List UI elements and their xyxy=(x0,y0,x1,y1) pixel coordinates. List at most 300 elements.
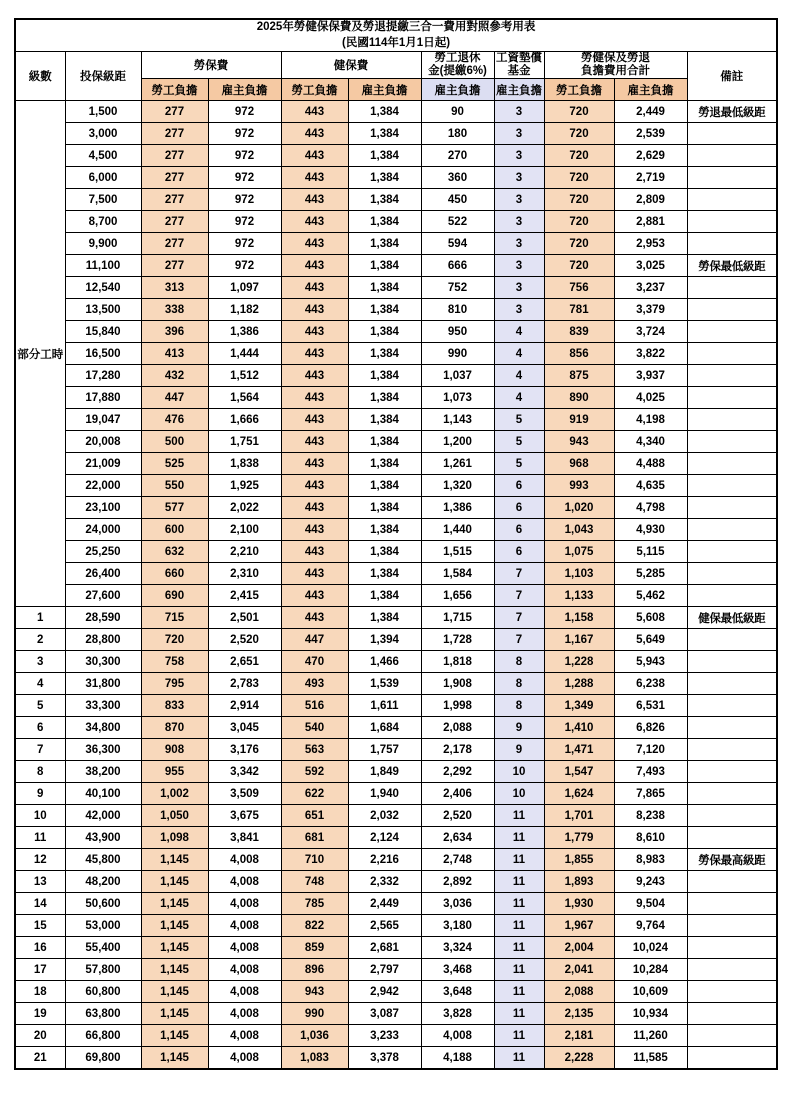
table-row xyxy=(15,277,777,299)
wage-arrears-fund: 11 xyxy=(494,1047,544,1069)
labor-insurance-employer: 972 xyxy=(208,101,281,123)
wage-bracket-value: 38,200 xyxy=(65,761,141,783)
table-row xyxy=(15,321,777,343)
wage-arrears-fund: 3 xyxy=(494,299,544,321)
labor-insurance-employee: 277 xyxy=(141,167,208,189)
table-row xyxy=(15,1003,777,1025)
total-employer: 4,025 xyxy=(614,387,687,409)
labor-insurance-employee: 277 xyxy=(141,233,208,255)
grade-number: 3 xyxy=(15,651,65,673)
table-row xyxy=(15,915,777,937)
wage-arrears-fund: 4 xyxy=(494,387,544,409)
title-line2: (民國114年1月1日起) xyxy=(342,36,451,49)
health-insurance-employer: 1,384 xyxy=(348,255,421,277)
total-employer: 3,724 xyxy=(614,321,687,343)
table-row xyxy=(15,409,777,431)
total-employee: 1,167 xyxy=(544,629,614,651)
remark-note xyxy=(687,893,777,915)
labor-insurance-employer: 2,520 xyxy=(208,629,281,651)
labor-pension-employer: 2,748 xyxy=(421,849,494,871)
table-row xyxy=(15,167,777,189)
total-employer: 6,238 xyxy=(614,673,687,695)
health-insurance-employer: 3,378 xyxy=(348,1047,421,1069)
total-employer: 8,610 xyxy=(614,827,687,849)
health-insurance-employee: 516 xyxy=(281,695,348,717)
remark-note xyxy=(687,321,777,343)
wage-bracket-value: 20,008 xyxy=(65,431,141,453)
grade-number: 6 xyxy=(15,717,65,739)
table-row xyxy=(15,629,777,651)
remark-note xyxy=(687,981,777,1003)
insurance-fee-table xyxy=(14,18,778,1070)
labor-insurance-employee: 600 xyxy=(141,519,208,541)
labor-insurance-employer: 4,008 xyxy=(208,915,281,937)
remark-note xyxy=(687,629,777,651)
total-employee: 1,133 xyxy=(544,585,614,607)
labor-insurance-employee: 277 xyxy=(141,255,208,277)
health-insurance-employer: 1,466 xyxy=(348,651,421,673)
total-employer: 9,243 xyxy=(614,871,687,893)
labor-pension-employer: 1,818 xyxy=(421,651,494,673)
wage-bracket-value: 8,700 xyxy=(65,211,141,233)
header-labor-pension xyxy=(421,52,494,79)
remark-note xyxy=(687,387,777,409)
labor-insurance-employer: 2,210 xyxy=(208,541,281,563)
health-insurance-employer: 2,797 xyxy=(348,959,421,981)
health-insurance-employer: 1,684 xyxy=(348,717,421,739)
health-insurance-employee: 443 xyxy=(281,321,348,343)
health-insurance-employer: 1,384 xyxy=(348,277,421,299)
labor-insurance-employer: 972 xyxy=(208,167,281,189)
remark-note: 健保最低級距 xyxy=(687,607,777,629)
health-insurance-employer: 2,216 xyxy=(348,849,421,871)
health-insurance-employee: 622 xyxy=(281,783,348,805)
total-employer: 3,379 xyxy=(614,299,687,321)
header-combined xyxy=(544,52,687,79)
wage-bracket-value: 63,800 xyxy=(65,1003,141,1025)
labor-insurance-employee: 550 xyxy=(141,475,208,497)
table-row xyxy=(15,299,777,321)
health-insurance-employee: 443 xyxy=(281,123,348,145)
remark-note xyxy=(687,431,777,453)
total-employer: 5,608 xyxy=(614,607,687,629)
total-employee: 2,228 xyxy=(544,1047,614,1069)
health-insurance-employer: 1,539 xyxy=(348,673,421,695)
health-insurance-employee: 443 xyxy=(281,519,348,541)
labor-insurance-employee: 715 xyxy=(141,607,208,629)
wage-arrears-fund: 11 xyxy=(494,827,544,849)
wage-arrears-fund: 8 xyxy=(494,673,544,695)
labor-pension-employer: 2,892 xyxy=(421,871,494,893)
wage-arrears-fund: 9 xyxy=(494,717,544,739)
labor-pension-employer: 1,261 xyxy=(421,453,494,475)
labor-insurance-employee: 1,145 xyxy=(141,1003,208,1025)
labor-insurance-employer: 3,342 xyxy=(208,761,281,783)
health-insurance-employer: 1,384 xyxy=(348,123,421,145)
total-employer: 2,719 xyxy=(614,167,687,189)
wage-arrears-fund: 8 xyxy=(494,695,544,717)
wage-arrears-fund: 5 xyxy=(494,453,544,475)
table-row xyxy=(15,893,777,915)
labor-insurance-employer: 4,008 xyxy=(208,1003,281,1025)
wage-bracket-value: 17,880 xyxy=(65,387,141,409)
health-insurance-employee: 443 xyxy=(281,475,348,497)
health-insurance-employee: 443 xyxy=(281,431,348,453)
table-row xyxy=(15,761,777,783)
wage-bracket-value: 12,540 xyxy=(65,277,141,299)
labor-insurance-employer: 2,310 xyxy=(208,563,281,585)
table-row xyxy=(15,827,777,849)
total-employee: 1,471 xyxy=(544,739,614,761)
wage-arrears-fund: 3 xyxy=(494,101,544,123)
table-row xyxy=(15,255,777,277)
health-insurance-employer: 2,565 xyxy=(348,915,421,937)
table-row xyxy=(15,563,777,585)
labor-pension-employer: 270 xyxy=(421,145,494,167)
subheader-pension-employer: 雇主負擔 xyxy=(421,79,494,101)
labor-insurance-employer: 972 xyxy=(208,145,281,167)
health-insurance-employee: 443 xyxy=(281,277,348,299)
table-row xyxy=(15,607,777,629)
subheader-hi-employer: 雇主負擔 xyxy=(348,79,421,101)
labor-insurance-employer: 1,564 xyxy=(208,387,281,409)
header-labor-insurance: 勞保費 xyxy=(141,52,281,79)
total-employer: 6,531 xyxy=(614,695,687,717)
table-row xyxy=(15,981,777,1003)
labor-insurance-employer: 2,022 xyxy=(208,497,281,519)
labor-insurance-employer: 3,675 xyxy=(208,805,281,827)
total-employer: 7,865 xyxy=(614,783,687,805)
health-insurance-employee: 443 xyxy=(281,211,348,233)
health-insurance-employee: 443 xyxy=(281,541,348,563)
total-employer: 3,937 xyxy=(614,365,687,387)
labor-insurance-employer: 4,008 xyxy=(208,893,281,915)
health-insurance-employee: 822 xyxy=(281,915,348,937)
labor-insurance-employee: 632 xyxy=(141,541,208,563)
wage-bracket-value: 22,000 xyxy=(65,475,141,497)
total-employee: 1,349 xyxy=(544,695,614,717)
health-insurance-employee: 443 xyxy=(281,189,348,211)
labor-pension-employer: 1,200 xyxy=(421,431,494,453)
labor-insurance-employee: 277 xyxy=(141,189,208,211)
labor-pension-employer: 2,178 xyxy=(421,739,494,761)
total-employee: 1,075 xyxy=(544,541,614,563)
wage-bracket-value: 28,590 xyxy=(65,607,141,629)
remark-note xyxy=(687,585,777,607)
table-row xyxy=(15,695,777,717)
total-employer: 5,462 xyxy=(614,585,687,607)
grade-number: 10 xyxy=(15,805,65,827)
grade-number: 8 xyxy=(15,761,65,783)
subheader-hi-employee: 勞工負擔 xyxy=(281,79,348,101)
total-employee: 1,043 xyxy=(544,519,614,541)
remark-note xyxy=(687,805,777,827)
header-wage-arrears-line2: 基金 xyxy=(507,65,531,78)
remark-note xyxy=(687,761,777,783)
labor-insurance-employee: 313 xyxy=(141,277,208,299)
wage-bracket-value: 24,000 xyxy=(65,519,141,541)
total-employer: 10,609 xyxy=(614,981,687,1003)
health-insurance-employee: 443 xyxy=(281,607,348,629)
health-insurance-employer: 1,611 xyxy=(348,695,421,717)
wage-bracket-value: 43,900 xyxy=(65,827,141,849)
remark-note xyxy=(687,563,777,585)
labor-insurance-employer: 1,666 xyxy=(208,409,281,431)
remark-note xyxy=(687,695,777,717)
table-row xyxy=(15,387,777,409)
wage-arrears-fund: 10 xyxy=(494,761,544,783)
table-row xyxy=(15,123,777,145)
labor-pension-employer: 1,584 xyxy=(421,563,494,585)
remark-note xyxy=(687,739,777,761)
total-employer: 2,881 xyxy=(614,211,687,233)
table-row xyxy=(15,497,777,519)
labor-insurance-employee: 396 xyxy=(141,321,208,343)
grade-number: 17 xyxy=(15,959,65,981)
health-insurance-employer: 1,384 xyxy=(348,233,421,255)
labor-insurance-employer: 972 xyxy=(208,233,281,255)
wage-bracket-value: 30,300 xyxy=(65,651,141,673)
health-insurance-employee: 443 xyxy=(281,255,348,277)
labor-insurance-employee: 955 xyxy=(141,761,208,783)
health-insurance-employee: 443 xyxy=(281,453,348,475)
labor-pension-employer: 180 xyxy=(421,123,494,145)
labor-insurance-employee: 277 xyxy=(141,123,208,145)
grade-number: 9 xyxy=(15,783,65,805)
total-employer: 6,826 xyxy=(614,717,687,739)
labor-pension-employer: 1,320 xyxy=(421,475,494,497)
grade-number: 13 xyxy=(15,871,65,893)
total-employer: 7,120 xyxy=(614,739,687,761)
table-row xyxy=(15,849,777,871)
total-employer: 2,953 xyxy=(614,233,687,255)
wage-arrears-fund: 3 xyxy=(494,123,544,145)
total-employer: 8,238 xyxy=(614,805,687,827)
health-insurance-employee: 443 xyxy=(281,233,348,255)
labor-insurance-employee: 413 xyxy=(141,343,208,365)
labor-insurance-employer: 4,008 xyxy=(208,1025,281,1047)
table-row xyxy=(15,959,777,981)
labor-insurance-employer: 3,045 xyxy=(208,717,281,739)
wage-arrears-fund: 7 xyxy=(494,629,544,651)
grade-number: 19 xyxy=(15,1003,65,1025)
labor-insurance-employee: 1,145 xyxy=(141,1047,208,1069)
wage-bracket-value: 31,800 xyxy=(65,673,141,695)
health-insurance-employee: 443 xyxy=(281,365,348,387)
total-employee: 720 xyxy=(544,123,614,145)
health-insurance-employer: 1,384 xyxy=(348,101,421,123)
labor-pension-employer: 1,715 xyxy=(421,607,494,629)
health-insurance-employer: 2,032 xyxy=(348,805,421,827)
remark-note xyxy=(687,211,777,233)
health-insurance-employer: 1,384 xyxy=(348,563,421,585)
table-row xyxy=(15,519,777,541)
header-labor-pension-line2: 金(提繳6%) xyxy=(428,65,487,78)
labor-pension-employer: 752 xyxy=(421,277,494,299)
labor-insurance-employer: 4,008 xyxy=(208,849,281,871)
wage-arrears-fund: 7 xyxy=(494,585,544,607)
health-insurance-employer: 1,384 xyxy=(348,475,421,497)
wage-arrears-fund: 11 xyxy=(494,915,544,937)
wage-bracket-value: 69,800 xyxy=(65,1047,141,1069)
subheader-li-employee: 勞工負擔 xyxy=(141,79,208,101)
total-employee: 720 xyxy=(544,211,614,233)
health-insurance-employer: 2,942 xyxy=(348,981,421,1003)
wage-arrears-fund: 3 xyxy=(494,145,544,167)
labor-insurance-employer: 972 xyxy=(208,123,281,145)
wage-bracket-value: 11,100 xyxy=(65,255,141,277)
total-employee: 720 xyxy=(544,167,614,189)
table-row xyxy=(15,937,777,959)
total-employee: 1,158 xyxy=(544,607,614,629)
labor-pension-employer: 360 xyxy=(421,167,494,189)
remark-note xyxy=(687,189,777,211)
table-row xyxy=(15,431,777,453)
labor-pension-employer: 950 xyxy=(421,321,494,343)
health-insurance-employee: 493 xyxy=(281,673,348,695)
wage-bracket-value: 6,000 xyxy=(65,167,141,189)
labor-insurance-employee: 1,145 xyxy=(141,893,208,915)
total-employee: 1,624 xyxy=(544,783,614,805)
wage-arrears-fund: 3 xyxy=(494,189,544,211)
total-employer: 5,285 xyxy=(614,563,687,585)
grade-number: 11 xyxy=(15,827,65,849)
total-employee: 720 xyxy=(544,233,614,255)
remark-note xyxy=(687,453,777,475)
wage-bracket-value: 7,500 xyxy=(65,189,141,211)
total-employee: 890 xyxy=(544,387,614,409)
remark-note: 勞保最低級距 xyxy=(687,255,777,277)
labor-pension-employer: 3,828 xyxy=(421,1003,494,1025)
labor-pension-employer: 2,088 xyxy=(421,717,494,739)
subheader-total-employer: 雇主負擔 xyxy=(614,79,687,101)
labor-insurance-employer: 4,008 xyxy=(208,981,281,1003)
table-row xyxy=(15,739,777,761)
total-employer: 5,115 xyxy=(614,541,687,563)
labor-insurance-employer: 2,100 xyxy=(208,519,281,541)
labor-insurance-employer: 4,008 xyxy=(208,937,281,959)
health-insurance-employer: 1,849 xyxy=(348,761,421,783)
health-insurance-employer: 2,124 xyxy=(348,827,421,849)
remark-note xyxy=(687,783,777,805)
wage-bracket-value: 23,100 xyxy=(65,497,141,519)
subheader-fund-employer: 雇主負擔 xyxy=(494,79,544,101)
labor-insurance-employee: 277 xyxy=(141,211,208,233)
total-employee: 1,547 xyxy=(544,761,614,783)
labor-insurance-employer: 2,914 xyxy=(208,695,281,717)
labor-pension-employer: 1,656 xyxy=(421,585,494,607)
wage-arrears-fund: 11 xyxy=(494,1025,544,1047)
total-employee: 1,701 xyxy=(544,805,614,827)
total-employee: 919 xyxy=(544,409,614,431)
labor-insurance-employer: 972 xyxy=(208,189,281,211)
remark-note xyxy=(687,277,777,299)
total-employee: 720 xyxy=(544,145,614,167)
wage-bracket-value: 3,000 xyxy=(65,123,141,145)
health-insurance-employee: 592 xyxy=(281,761,348,783)
labor-pension-employer: 1,515 xyxy=(421,541,494,563)
labor-pension-employer: 666 xyxy=(421,255,494,277)
wage-bracket-value: 50,600 xyxy=(65,893,141,915)
wage-arrears-fund: 6 xyxy=(494,541,544,563)
wage-bracket-value: 66,800 xyxy=(65,1025,141,1047)
grade-number: 15 xyxy=(15,915,65,937)
remark-note xyxy=(687,299,777,321)
wage-bracket-value: 1,500 xyxy=(65,101,141,123)
wage-arrears-fund: 3 xyxy=(494,233,544,255)
header-wage-bracket: 投保級距 xyxy=(65,52,141,101)
labor-insurance-employee: 1,145 xyxy=(141,937,208,959)
labor-pension-employer: 522 xyxy=(421,211,494,233)
health-insurance-employer: 1,384 xyxy=(348,585,421,607)
remark-note xyxy=(687,915,777,937)
labor-pension-employer: 1,440 xyxy=(421,519,494,541)
total-employer: 10,024 xyxy=(614,937,687,959)
total-employee: 993 xyxy=(544,475,614,497)
labor-insurance-employee: 908 xyxy=(141,739,208,761)
total-employer: 3,822 xyxy=(614,343,687,365)
total-employee: 1,288 xyxy=(544,673,614,695)
remark-note xyxy=(687,1025,777,1047)
labor-insurance-employer: 1,444 xyxy=(208,343,281,365)
header-combined-line2: 負擔費用合計 xyxy=(581,65,650,78)
total-employer: 4,340 xyxy=(614,431,687,453)
health-insurance-employer: 1,384 xyxy=(348,519,421,541)
labor-insurance-employee: 1,002 xyxy=(141,783,208,805)
wage-arrears-fund: 11 xyxy=(494,849,544,871)
health-insurance-employer: 2,332 xyxy=(348,871,421,893)
health-insurance-employer: 1,384 xyxy=(348,145,421,167)
labor-insurance-employee: 1,145 xyxy=(141,1025,208,1047)
health-insurance-employer: 1,394 xyxy=(348,629,421,651)
wage-arrears-fund: 11 xyxy=(494,871,544,893)
labor-insurance-employee: 1,145 xyxy=(141,981,208,1003)
total-employee: 1,930 xyxy=(544,893,614,915)
health-insurance-employee: 443 xyxy=(281,563,348,585)
wage-bracket-value: 45,800 xyxy=(65,849,141,871)
health-insurance-employee: 990 xyxy=(281,1003,348,1025)
total-employee: 1,228 xyxy=(544,651,614,673)
remark-note xyxy=(687,871,777,893)
health-insurance-employee: 470 xyxy=(281,651,348,673)
labor-insurance-employer: 1,838 xyxy=(208,453,281,475)
remark-note: 勞保最高級距 xyxy=(687,849,777,871)
wage-bracket-value: 19,047 xyxy=(65,409,141,431)
table-row xyxy=(15,343,777,365)
table-row xyxy=(15,783,777,805)
total-employee: 720 xyxy=(544,189,614,211)
table-row xyxy=(15,673,777,695)
wage-bracket-value: 33,300 xyxy=(65,695,141,717)
health-insurance-employer: 1,384 xyxy=(348,365,421,387)
table-row xyxy=(15,475,777,497)
table-title xyxy=(15,19,777,52)
total-employer: 10,934 xyxy=(614,1003,687,1025)
wage-arrears-fund: 5 xyxy=(494,409,544,431)
remark-note xyxy=(687,497,777,519)
labor-insurance-employee: 870 xyxy=(141,717,208,739)
labor-insurance-employee: 1,145 xyxy=(141,959,208,981)
labor-pension-employer: 2,634 xyxy=(421,827,494,849)
health-insurance-employer: 1,384 xyxy=(348,211,421,233)
labor-pension-employer: 594 xyxy=(421,233,494,255)
health-insurance-employee: 1,083 xyxy=(281,1047,348,1069)
health-insurance-employee: 443 xyxy=(281,145,348,167)
labor-insurance-employee: 277 xyxy=(141,145,208,167)
total-employer: 2,449 xyxy=(614,101,687,123)
header-row-1 xyxy=(15,52,777,79)
table-row xyxy=(15,651,777,673)
